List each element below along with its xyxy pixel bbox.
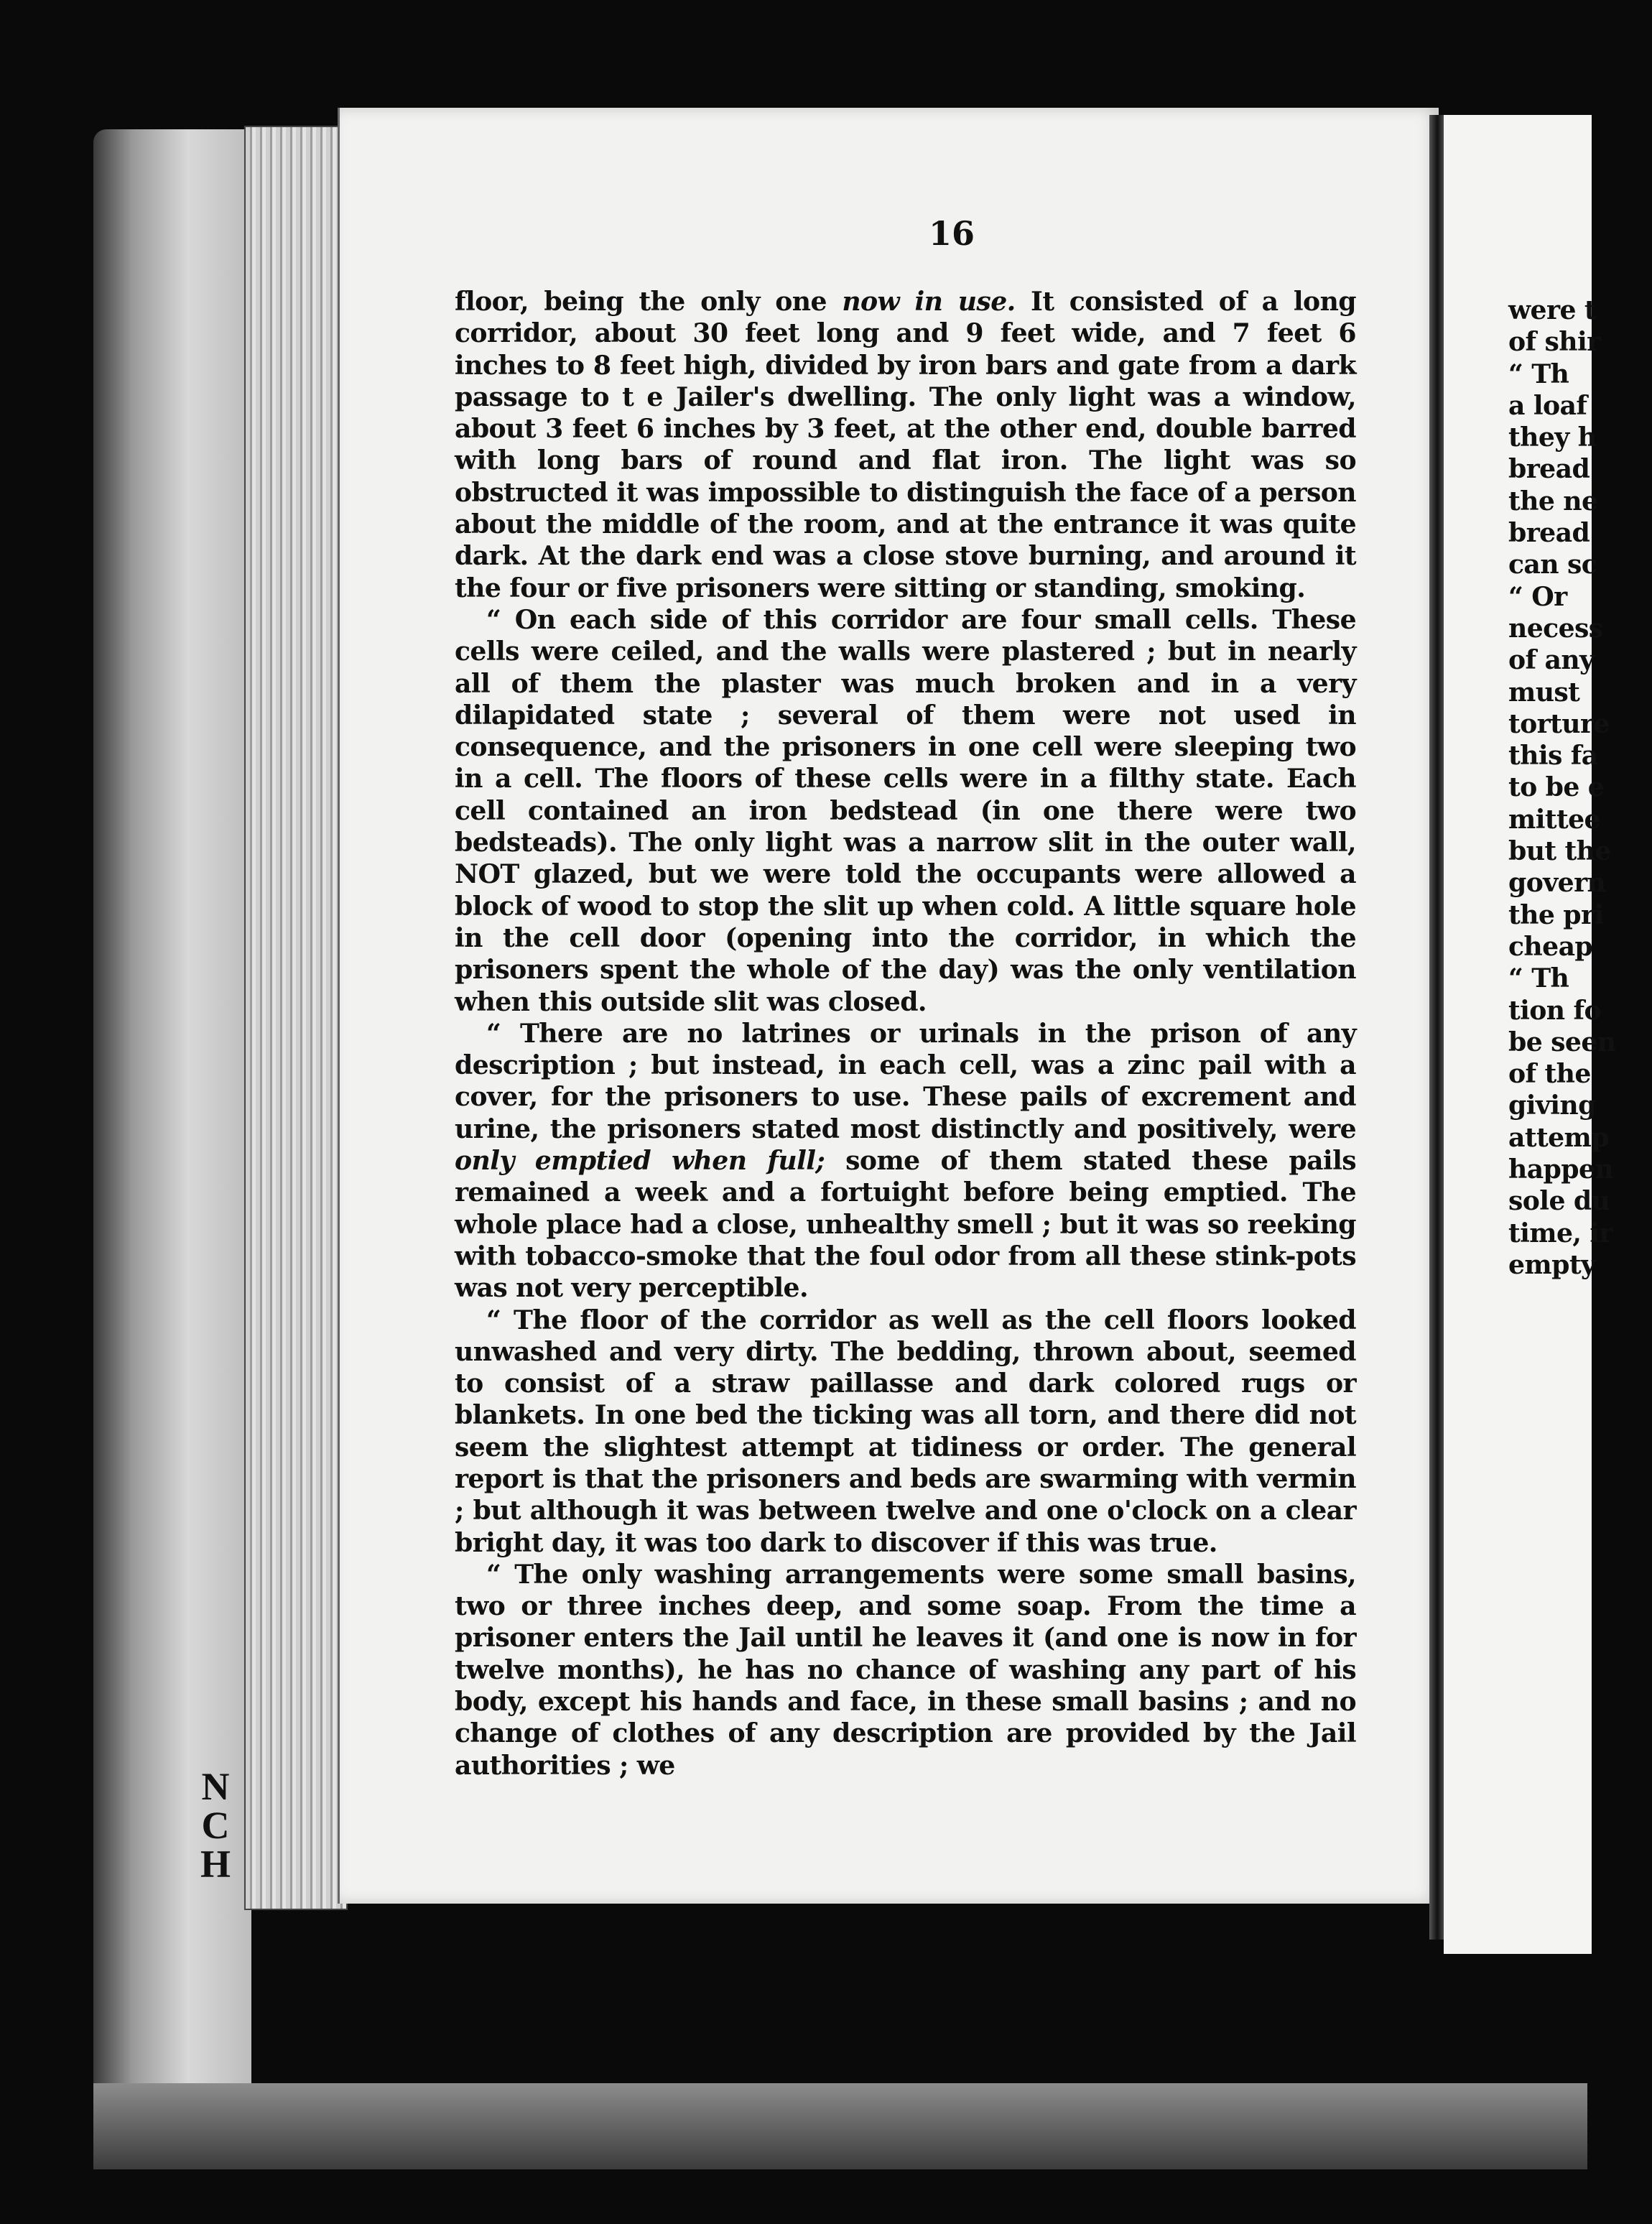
right-page-line: “ Th <box>1508 358 1569 389</box>
paragraph-text: “ On each side of this corridor are four small cells. These cells were ceiled, and the walls were plastered ; but in nearly all of them the plaster was much broken and in a very dilapidated state ; several of them were not used in consequence, and the prisoners in one cell were sleeping two in a cell. The floors of these cells were in a filthy state. Each cell contained an iron bedstead (in one there were two bedsteads). The only light was a narrow slit in the outer wall, NOT glazed, but we were told the occupants were allowed a block of wood to stop the slit up when cold. A little square hole in the cell door (opening into the corridor, in which the prisoners spent the whole of the day) was the only ventilation when this outside slit was closed. <box>455 603 1356 1017</box>
paragraph-text: It consisted of a long corridor, about 30 feet long and 9 feet wide, and 7 feet 6 inches to 8 feet high, divided by iron bars and gate from a dark passage to t e Jailer's dwelling. The only light was a window, about 3 feet 6 inches by 3 feet, at the other end, double barred with long bars of round and flat iron. The light was so obstructed it was impossible to distinguish the face of a person about the middle of the room, and at the entrance it was quite dark. At the dark end was a close stove burning, and around it the four or five prisoners were sitting or standing, smoking. <box>455 286 1356 603</box>
paragraph-text: “ The floor of the corridor as well as the cell floors looked unwashed and very dirty. The bedding, thrown about, seemed to consist of a straw paillasse and dark colored rugs or blankets. In one bed the ticking was all torn, and there did not seem the slightest attempt at tidiness or order. The general report is that the prisoners and beds are swarming with vermin ; but although it was between twelve and one o'clock on a clear bright day, it was too dark to discover if this was true. <box>455 1304 1356 1558</box>
right-page-text <box>1508 295 1652 1281</box>
right-page-line: “ Th <box>1508 963 1569 994</box>
right-page-line: the pri <box>1508 899 1604 930</box>
right-page-line: bread <box>1508 453 1590 485</box>
right-page-line: mittee <box>1508 803 1600 835</box>
right-page-line: of any <box>1508 644 1595 676</box>
right-page-line: attemp <box>1508 1121 1609 1153</box>
right-page-line: giving <box>1508 1090 1596 1121</box>
paragraph <box>455 604 1356 1018</box>
right-page-line: the ne <box>1508 485 1598 516</box>
spine-lettering <box>194 1767 237 1884</box>
right-page-line: necess <box>1508 612 1603 644</box>
right-page-line: a loaf <box>1508 389 1587 421</box>
paragraph <box>455 1305 1356 1559</box>
right-page-line: they h <box>1508 422 1597 453</box>
spine-letter: H <box>200 1843 231 1886</box>
right-page-line: this fa <box>1508 740 1598 772</box>
right-page-line: tion fo <box>1508 994 1602 1026</box>
right-page-line: of the <box>1508 1058 1591 1090</box>
spine-letter: N <box>201 1765 230 1808</box>
paragraph <box>455 1018 1356 1305</box>
right-page-line: were t <box>1508 295 1596 325</box>
paragraph-text: “ The only washing arrangements were some small basins, two or three inches deep, and some soap. From the time a prisoner enters the Jail until he leaves it (and one is now in for twelve months), he has no chance of washing any part of his body, except his hands and face, in these small basins ; and no change of clothes of any description are provided by the Jail authorities ; we <box>455 1558 1356 1781</box>
page-leaf-edges <box>244 126 348 1910</box>
right-page-line: bread <box>1508 517 1590 549</box>
paragraph <box>455 286 1356 604</box>
paragraph-text: some of them stated these pails remained a week and a fortuight before being emptied. The whole place had a close, unhealthy smell ; but it was so reeking with tobacco-smoke that the foul odor from all these stink-pots was not very perceptible. <box>455 1145 1356 1304</box>
page-number: 16 <box>928 214 975 253</box>
right-page-line: sole du <box>1508 1185 1610 1217</box>
book-gutter <box>1429 115 1445 1940</box>
right-page-line: govern <box>1508 867 1606 899</box>
right-page-line: happen <box>1508 1154 1614 1185</box>
right-page-line: cheap <box>1508 930 1593 962</box>
book-cover-edge <box>93 2083 1587 2169</box>
paragraph-text: floor, being the only one <box>455 286 843 317</box>
right-page-line: be seen <box>1508 1026 1616 1057</box>
right-page-line: time, ir <box>1508 1217 1612 1248</box>
right-page-line: but the <box>1508 835 1611 867</box>
page-body-text <box>455 286 1356 1781</box>
right-page-line: can sc <box>1508 549 1597 580</box>
italic-emphasis: now in use. <box>842 286 1016 317</box>
right-page-line: empty <box>1508 1248 1596 1280</box>
right-page-line: torture <box>1508 708 1610 739</box>
right-page-line: to be e <box>1508 772 1605 803</box>
paragraph-text: “ There are no latrines or urinals in the prison of any description ; but instead, in each cell, was a zinc pail with a cover, for the prisoners to use. These pails of excrement and urine, the prisoners stated most distinctly and positively, were <box>455 1017 1356 1144</box>
right-page-line: “ Or <box>1508 580 1567 612</box>
italic-emphasis: only emptied when full; <box>455 1145 825 1177</box>
spine-letter: C <box>201 1804 230 1847</box>
paragraph <box>455 1559 1356 1781</box>
right-page-line: of shir <box>1508 326 1600 358</box>
right-page-line: must <box>1508 676 1580 708</box>
